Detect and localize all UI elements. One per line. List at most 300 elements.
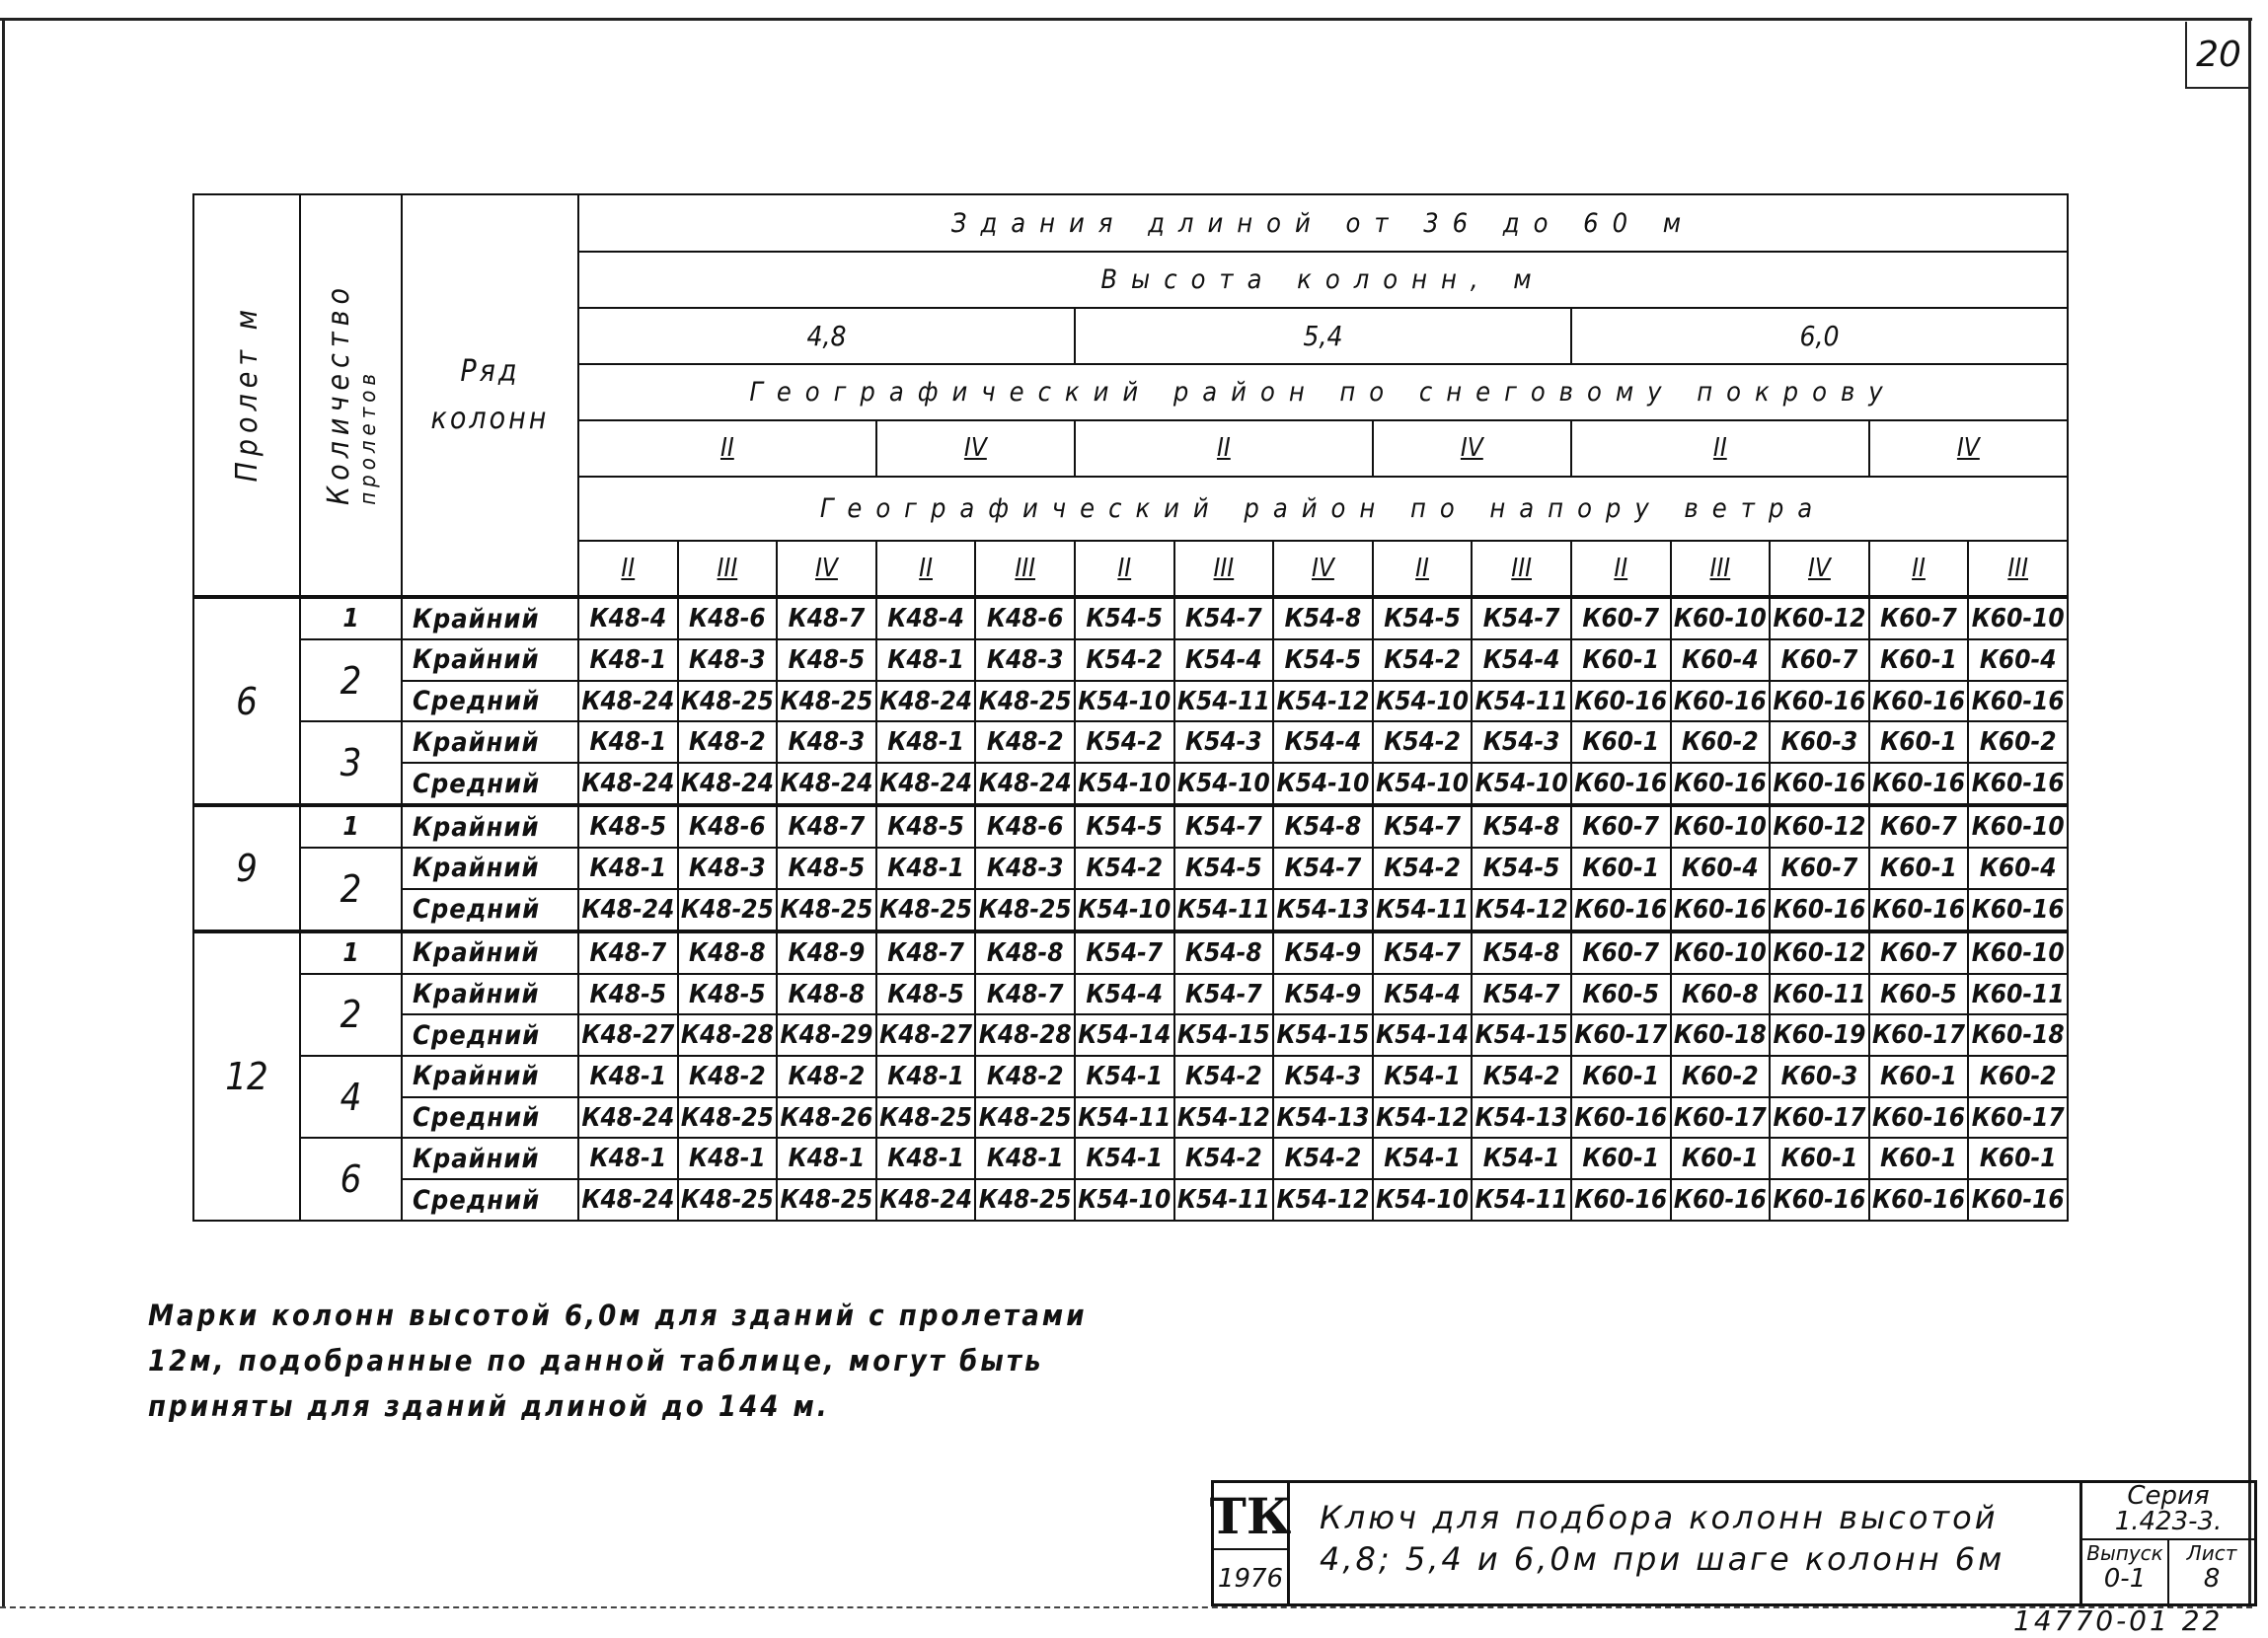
- height-5-4: 5,4: [1075, 308, 1571, 364]
- wind-region: II: [1869, 541, 1969, 597]
- column-mark-cell: К48-24: [578, 1179, 678, 1221]
- column-mark-cell: К60-7: [1770, 848, 1869, 889]
- column-mark-cell: К54-2: [1373, 639, 1473, 681]
- frame-bottom-border: [0, 1606, 2252, 1608]
- column-mark-cell: К54-15: [1472, 1014, 1571, 1056]
- column-mark-cell: К60-19: [1770, 1014, 1869, 1056]
- column-mark-cell: К60-1: [1869, 1138, 1969, 1179]
- column-mark-cell: К48-7: [876, 931, 976, 974]
- snow-region: IV: [876, 420, 1075, 477]
- column-mark-cell: К48-1: [975, 1138, 1075, 1179]
- column-mark-cell: К48-24: [578, 763, 678, 805]
- row-type-header: [402, 194, 578, 597]
- column-mark-cell: К54-10: [1373, 681, 1473, 722]
- column-mark-cell: К60-10: [1671, 597, 1771, 639]
- column-mark-cell: К54-7: [1472, 597, 1571, 639]
- column-mark-cell: К54-5: [1472, 848, 1571, 889]
- wind-region: II: [1373, 541, 1473, 597]
- column-row-type: Крайний: [402, 721, 578, 763]
- column-mark-cell: К54-14: [1075, 1014, 1174, 1056]
- wind-region: II: [1075, 541, 1174, 597]
- count-header: [300, 194, 402, 597]
- column-mark-cell: К60-2: [1968, 721, 2068, 763]
- column-mark-cell: К48-28: [975, 1014, 1075, 1056]
- column-mark-cell: К60-5: [1869, 974, 1969, 1015]
- column-row-type: Крайний: [402, 974, 578, 1015]
- column-mark-cell: К60-1: [1968, 1138, 2068, 1179]
- column-mark-cell: К60-2: [1671, 721, 1771, 763]
- column-mark-cell: К60-7: [1571, 805, 1671, 848]
- column-row-type: Средний: [402, 1014, 578, 1056]
- span-value: 12: [193, 931, 300, 1221]
- title-line: Ключ для подбора колонн высотой: [1320, 1499, 1999, 1536]
- column-mark-cell: К48-3: [678, 848, 778, 889]
- column-mark-cell: К54-3: [1273, 1056, 1373, 1097]
- column-mark-cell: К60-1: [1869, 639, 1969, 681]
- column-mark-cell: К54-7: [1174, 805, 1274, 848]
- column-mark-cell: К48-27: [578, 1014, 678, 1056]
- column-mark-cell: К54-7: [1075, 931, 1174, 974]
- column-mark-cell: К54-5: [1075, 805, 1174, 848]
- tk-logo: ТК: [1214, 1483, 1287, 1550]
- column-mark-cell: К54-11: [1075, 1097, 1174, 1139]
- column-mark-cell: К48-3: [975, 639, 1075, 681]
- column-mark-cell: К60-2: [1671, 1056, 1771, 1097]
- column-mark-cell: К60-10: [1968, 931, 2068, 974]
- row-type-header-line2: колонн: [430, 401, 550, 436]
- column-mark-cell: К48-25: [678, 1097, 778, 1139]
- column-mark-cell: К54-4: [1273, 721, 1373, 763]
- height-6-0: 6,0: [1571, 308, 2068, 364]
- column-mark-cell: К54-10: [1075, 1179, 1174, 1221]
- snow-region-header: Географический район по снеговому покрову: [578, 364, 2068, 420]
- column-mark-cell: К60-16: [1571, 889, 1671, 931]
- column-mark-cell: К60-16: [1571, 763, 1671, 805]
- span-count-value: 1: [300, 931, 402, 974]
- snow-region: IV: [1869, 420, 2068, 477]
- column-mark-cell: К48-28: [678, 1014, 778, 1056]
- column-mark-cell: К54-10: [1472, 763, 1571, 805]
- column-row-type: Средний: [402, 1179, 578, 1221]
- document-code: 14770-01 22: [2013, 1604, 2224, 1637]
- title-block-meta: [2079, 1480, 2257, 1606]
- column-mark-cell: К54-13: [1472, 1097, 1571, 1139]
- span-header-label: Пролет м: [229, 304, 265, 483]
- column-mark-cell: К48-5: [777, 639, 876, 681]
- column-mark-cell: К60-16: [1770, 1179, 1869, 1221]
- column-mark-cell: К60-1: [1770, 1138, 1869, 1179]
- column-mark-cell: К54-11: [1373, 889, 1473, 931]
- column-mark-cell: К60-7: [1869, 597, 1969, 639]
- column-mark-cell: К54-1: [1373, 1056, 1473, 1097]
- column-mark-cell: К48-24: [578, 889, 678, 931]
- column-mark-cell: К60-10: [1968, 805, 2068, 848]
- series-cell: [2082, 1483, 2254, 1540]
- row-type-header-line1: Ряд: [460, 353, 520, 389]
- column-mark-cell: К60-17: [1571, 1014, 1671, 1056]
- column-mark-cell: К48-6: [975, 597, 1075, 639]
- column-mark-cell: К60-7: [1869, 805, 1969, 848]
- column-mark-cell: К48-26: [777, 1097, 876, 1139]
- column-mark-cell: К54-5: [1075, 597, 1174, 639]
- column-mark-cell: К54-5: [1373, 597, 1473, 639]
- column-mark-cell: К60-16: [1869, 1097, 1969, 1139]
- note-line: Марки колонн высотой 6,0м для зданий с пролетами: [148, 1299, 1088, 1332]
- column-mark-cell: К48-25: [975, 681, 1075, 722]
- column-mark-cell: К54-10: [1075, 681, 1174, 722]
- wind-region: II: [578, 541, 678, 597]
- column-mark-cell: К48-25: [777, 889, 876, 931]
- column-mark-cell: К60-16: [1869, 889, 1969, 931]
- column-mark-cell: К60-10: [1671, 931, 1771, 974]
- column-mark-cell: К60-1: [1869, 848, 1969, 889]
- column-mark-cell: К54-11: [1174, 889, 1274, 931]
- count-header-label: Количество: [321, 281, 356, 505]
- column-mark-cell: К54-8: [1273, 805, 1373, 848]
- column-mark-cell: К60-10: [1671, 805, 1771, 848]
- column-mark-cell: К54-2: [1075, 721, 1174, 763]
- column-mark-cell: К60-17: [1968, 1097, 2068, 1139]
- span-value: 6: [193, 597, 300, 805]
- table-row: [193, 1179, 2068, 1221]
- title-block-logo: [1211, 1480, 1290, 1606]
- column-mark-cell: К60-16: [1671, 763, 1771, 805]
- column-mark-cell: К48-1: [876, 721, 976, 763]
- series-label: Серия: [2127, 1481, 2210, 1511]
- wind-region: III: [975, 541, 1075, 597]
- column-mark-cell: К48-3: [678, 639, 778, 681]
- column-mark-cell: К60-7: [1869, 931, 1969, 974]
- column-mark-cell: К60-1: [1571, 639, 1671, 681]
- column-mark-cell: К48-1: [876, 1138, 976, 1179]
- span-count-value: 4: [300, 1056, 402, 1138]
- column-row-type: Крайний: [402, 848, 578, 889]
- title-block-title: [1290, 1480, 2079, 1606]
- wind-region: III: [678, 541, 778, 597]
- column-mark-cell: К60-16: [1968, 763, 2068, 805]
- column-mark-cell: К54-13: [1273, 889, 1373, 931]
- column-row-type: Крайний: [402, 1138, 578, 1179]
- column-mark-cell: К48-8: [678, 931, 778, 974]
- column-mark-cell: К48-8: [975, 931, 1075, 974]
- column-row-type: Крайний: [402, 805, 578, 848]
- wind-region-header: Географический район по напору ветра: [578, 477, 2068, 542]
- column-row-type: Крайний: [402, 1056, 578, 1097]
- sheet-cell: [2167, 1540, 2254, 1607]
- column-mark-cell: К54-2: [1373, 721, 1473, 763]
- note: [148, 1293, 1234, 1429]
- column-mark-cell: К48-1: [578, 721, 678, 763]
- table-row: [193, 889, 2068, 931]
- wind-region: III: [1472, 541, 1571, 597]
- column-mark-cell: К48-24: [975, 763, 1075, 805]
- column-mark-cell: К54-5: [1174, 848, 1274, 889]
- column-mark-cell: К48-25: [975, 1179, 1075, 1221]
- column-mark-cell: К48-25: [678, 1179, 778, 1221]
- column-mark-cell: К54-7: [1273, 848, 1373, 889]
- column-mark-cell: К60-16: [1869, 681, 1969, 722]
- column-mark-cell: К48-5: [578, 974, 678, 1015]
- wind-region: II: [1571, 541, 1671, 597]
- column-mark-cell: К48-2: [678, 721, 778, 763]
- column-mark-cell: К54-15: [1273, 1014, 1373, 1056]
- column-mark-cell: К48-1: [578, 1056, 678, 1097]
- table-row: [193, 805, 2068, 848]
- column-mark-cell: К60-17: [1869, 1014, 1969, 1056]
- column-mark-cell: К54-4: [1075, 974, 1174, 1015]
- column-mark-cell: К48-5: [678, 974, 778, 1015]
- column-mark-cell: К54-11: [1174, 681, 1274, 722]
- column-mark-cell: К60-12: [1770, 931, 1869, 974]
- column-row-type: Крайний: [402, 931, 578, 974]
- buildings-header: Здания длиной от 36 до 60 м: [578, 194, 2068, 252]
- column-mark-cell: К48-1: [777, 1138, 876, 1179]
- column-mark-cell: К54-14: [1373, 1014, 1473, 1056]
- column-mark-cell: К54-10: [1174, 763, 1274, 805]
- column-mark-cell: К48-24: [876, 763, 976, 805]
- column-mark-cell: К60-1: [1869, 1056, 1969, 1097]
- column-mark-cell: К48-2: [678, 1056, 778, 1097]
- column-mark-cell: К60-16: [1571, 1179, 1671, 1221]
- table-row: [193, 974, 2068, 1015]
- column-mark-cell: К60-16: [1571, 681, 1671, 722]
- column-mark-cell: К54-10: [1075, 889, 1174, 931]
- span-count-value: 3: [300, 721, 402, 805]
- column-mark-cell: К54-7: [1472, 974, 1571, 1015]
- column-mark-cell: К48-25: [777, 1179, 876, 1221]
- column-mark-cell: К48-5: [578, 805, 678, 848]
- column-mark-cell: К60-3: [1770, 1056, 1869, 1097]
- frame-right-border: [2248, 18, 2251, 1606]
- column-mark-cell: К54-2: [1273, 1138, 1373, 1179]
- column-mark-cell: К48-29: [777, 1014, 876, 1056]
- column-mark-cell: К48-25: [975, 889, 1075, 931]
- column-mark-cell: К60-8: [1671, 974, 1771, 1015]
- column-mark-cell: К48-1: [578, 639, 678, 681]
- column-mark-cell: К54-13: [1273, 1097, 1373, 1139]
- column-mark-cell: К54-3: [1174, 721, 1274, 763]
- wind-region: IV: [777, 541, 876, 597]
- wind-region: IV: [1770, 541, 1869, 597]
- series-value: 1.423-3.: [2114, 1507, 2223, 1536]
- column-mark-cell: К54-1: [1075, 1138, 1174, 1179]
- column-mark-cell: К60-5: [1571, 974, 1671, 1015]
- column-mark-cell: К60-7: [1571, 931, 1671, 974]
- column-mark-cell: К60-10: [1968, 597, 2068, 639]
- column-mark-cell: К54-10: [1075, 763, 1174, 805]
- column-mark-cell: К48-2: [975, 721, 1075, 763]
- height-4-8: 4,8: [578, 308, 1075, 364]
- column-mark-cell: К54-8: [1174, 931, 1274, 974]
- span-count-value: 6: [300, 1138, 402, 1221]
- column-mark-cell: К48-6: [678, 805, 778, 848]
- column-row-type: Средний: [402, 889, 578, 931]
- column-mark-cell: К54-3: [1472, 721, 1571, 763]
- column-mark-cell: К48-4: [578, 597, 678, 639]
- column-mark-cell: К48-5: [876, 805, 976, 848]
- column-mark-cell: К60-16: [1968, 681, 2068, 722]
- column-mark-cell: К60-18: [1968, 1014, 2068, 1056]
- column-mark-cell: К54-7: [1174, 597, 1274, 639]
- column-mark-cell: К54-1: [1472, 1138, 1571, 1179]
- column-mark-cell: К54-2: [1472, 1056, 1571, 1097]
- issue-value: 0-1: [2103, 1564, 2147, 1594]
- column-mark-cell: К48-1: [876, 1056, 976, 1097]
- column-mark-cell: К60-4: [1968, 639, 2068, 681]
- sheet-label: Лист: [2186, 1541, 2237, 1565]
- table-row: [193, 597, 2068, 639]
- column-mark-cell: К48-24: [578, 1097, 678, 1139]
- column-mark-cell: К54-8: [1273, 597, 1373, 639]
- column-mark-cell: К54-12: [1273, 681, 1373, 722]
- column-mark-cell: К48-27: [876, 1014, 976, 1056]
- column-mark-cell: К48-25: [777, 681, 876, 722]
- column-mark-cell: К54-2: [1174, 1138, 1274, 1179]
- wind-region: III: [1671, 541, 1771, 597]
- column-mark-cell: К54-4: [1373, 974, 1473, 1015]
- column-mark-cell: К54-2: [1075, 639, 1174, 681]
- column-mark-cell: К48-8: [777, 974, 876, 1015]
- column-mark-cell: К48-7: [777, 597, 876, 639]
- table-row: [193, 1014, 2068, 1056]
- column-mark-cell: К60-16: [1869, 1179, 1969, 1221]
- column-mark-cell: К48-25: [678, 889, 778, 931]
- column-row-type: Крайний: [402, 597, 578, 639]
- table-row: [193, 1138, 2068, 1179]
- column-mark-cell: К60-4: [1671, 848, 1771, 889]
- span-header: [193, 194, 300, 597]
- column-mark-cell: К54-12: [1472, 889, 1571, 931]
- column-mark-cell: К60-4: [1671, 639, 1771, 681]
- column-mark-cell: К54-2: [1373, 848, 1473, 889]
- snow-region: II: [1571, 420, 1869, 477]
- column-mark-cell: К54-7: [1174, 974, 1274, 1015]
- span-count-value: 2: [300, 974, 402, 1056]
- snow-region: II: [1075, 420, 1373, 477]
- column-row-type: Средний: [402, 1097, 578, 1139]
- column-mark-cell: К54-12: [1174, 1097, 1274, 1139]
- column-mark-cell: К54-11: [1472, 1179, 1571, 1221]
- column-mark-cell: К48-2: [975, 1056, 1075, 1097]
- table-row: [193, 1097, 2068, 1139]
- column-mark-cell: К54-2: [1174, 1056, 1274, 1097]
- column-mark-cell: К48-24: [678, 763, 778, 805]
- wind-region: II: [876, 541, 976, 597]
- column-mark-cell: К60-16: [1671, 681, 1771, 722]
- column-mark-cell: К54-4: [1472, 639, 1571, 681]
- table-row: [193, 931, 2068, 974]
- column-mark-cell: К60-1: [1571, 1138, 1671, 1179]
- column-selection-table: [192, 193, 2069, 1222]
- sheet-number: 20: [2185, 22, 2250, 89]
- column-mark-cell: К60-1: [1571, 1056, 1671, 1097]
- column-mark-cell: К60-16: [1968, 1179, 2068, 1221]
- column-mark-cell: К48-25: [975, 1097, 1075, 1139]
- column-mark-cell: К60-12: [1770, 597, 1869, 639]
- column-mark-cell: К54-15: [1174, 1014, 1274, 1056]
- column-mark-cell: К48-1: [678, 1138, 778, 1179]
- column-mark-cell: К60-17: [1671, 1097, 1771, 1139]
- issue-label: Выпуск: [2086, 1541, 2163, 1565]
- column-mark-cell: К48-6: [975, 805, 1075, 848]
- column-mark-cell: К48-5: [777, 848, 876, 889]
- column-mark-cell: К54-10: [1373, 1179, 1473, 1221]
- column-mark-cell: К60-16: [1869, 763, 1969, 805]
- column-mark-cell: К60-1: [1571, 721, 1671, 763]
- column-row-type: Крайний: [402, 639, 578, 681]
- column-mark-cell: К60-16: [1671, 889, 1771, 931]
- column-mark-cell: К54-8: [1472, 805, 1571, 848]
- note-line: приняты для зданий длиной до 144 м.: [148, 1389, 830, 1423]
- column-mark-cell: К60-16: [1770, 763, 1869, 805]
- column-mark-cell: К48-7: [578, 931, 678, 974]
- column-mark-cell: К60-1: [1869, 721, 1969, 763]
- column-mark-cell: К54-9: [1273, 974, 1373, 1015]
- column-row-type: Средний: [402, 763, 578, 805]
- column-mark-cell: К60-16: [1571, 1097, 1671, 1139]
- title-block: [1209, 1480, 2255, 1606]
- column-mark-cell: К54-11: [1472, 681, 1571, 722]
- column-mark-cell: К54-7: [1373, 805, 1473, 848]
- snow-region: IV: [1373, 420, 1571, 477]
- column-mark-cell: К48-5: [876, 974, 976, 1015]
- column-mark-cell: К60-11: [1968, 974, 2068, 1015]
- column-mark-cell: К60-17: [1770, 1097, 1869, 1139]
- snow-region: II: [578, 420, 876, 477]
- count-header-sub: пролетов: [355, 368, 381, 505]
- column-mark-cell: К48-6: [678, 597, 778, 639]
- column-mark-cell: К48-1: [578, 848, 678, 889]
- column-mark-cell: К48-1: [876, 848, 976, 889]
- wind-region: IV: [1273, 541, 1373, 597]
- column-mark-cell: К60-16: [1671, 1179, 1771, 1221]
- column-mark-cell: К60-12: [1770, 805, 1869, 848]
- column-mark-cell: К60-7: [1571, 597, 1671, 639]
- span-count-value: 2: [300, 639, 402, 721]
- column-mark-cell: К60-16: [1770, 889, 1869, 931]
- column-mark-cell: К60-16: [1770, 681, 1869, 722]
- column-mark-cell: К48-7: [975, 974, 1075, 1015]
- column-mark-cell: К54-8: [1472, 931, 1571, 974]
- table-row: [193, 721, 2068, 763]
- column-row-type: Средний: [402, 681, 578, 722]
- frame-top-border: [0, 18, 2252, 21]
- wind-region: III: [1174, 541, 1274, 597]
- table-row: [193, 763, 2068, 805]
- table-row: [193, 639, 2068, 681]
- column-mark-cell: К54-2: [1075, 848, 1174, 889]
- column-mark-cell: К60-11: [1770, 974, 1869, 1015]
- column-mark-cell: К54-10: [1373, 763, 1473, 805]
- column-mark-cell: К48-2: [777, 1056, 876, 1097]
- column-mark-cell: К54-7: [1373, 931, 1473, 974]
- wind-region: III: [1968, 541, 2068, 597]
- title-block-year: 1976: [1217, 1564, 1284, 1594]
- column-mark-cell: К54-9: [1273, 931, 1373, 974]
- title-line: 4,8; 5,4 и 6,0м при шаге колонн 6м: [1320, 1540, 2005, 1578]
- height-header: Высота колонн, м: [578, 252, 2068, 308]
- note-line: 12м, подобранные по данной таблице, могут быть: [148, 1344, 1044, 1377]
- span-count-value: 1: [300, 597, 402, 639]
- column-mark-cell: К60-4: [1968, 848, 2068, 889]
- column-mark-cell: К48-24: [777, 763, 876, 805]
- column-mark-cell: К60-1: [1571, 848, 1671, 889]
- table-row: [193, 681, 2068, 722]
- table-row: [193, 1056, 2068, 1097]
- column-mark-cell: К48-24: [876, 1179, 976, 1221]
- column-mark-cell: К48-3: [975, 848, 1075, 889]
- column-mark-cell: К60-2: [1968, 1056, 2068, 1097]
